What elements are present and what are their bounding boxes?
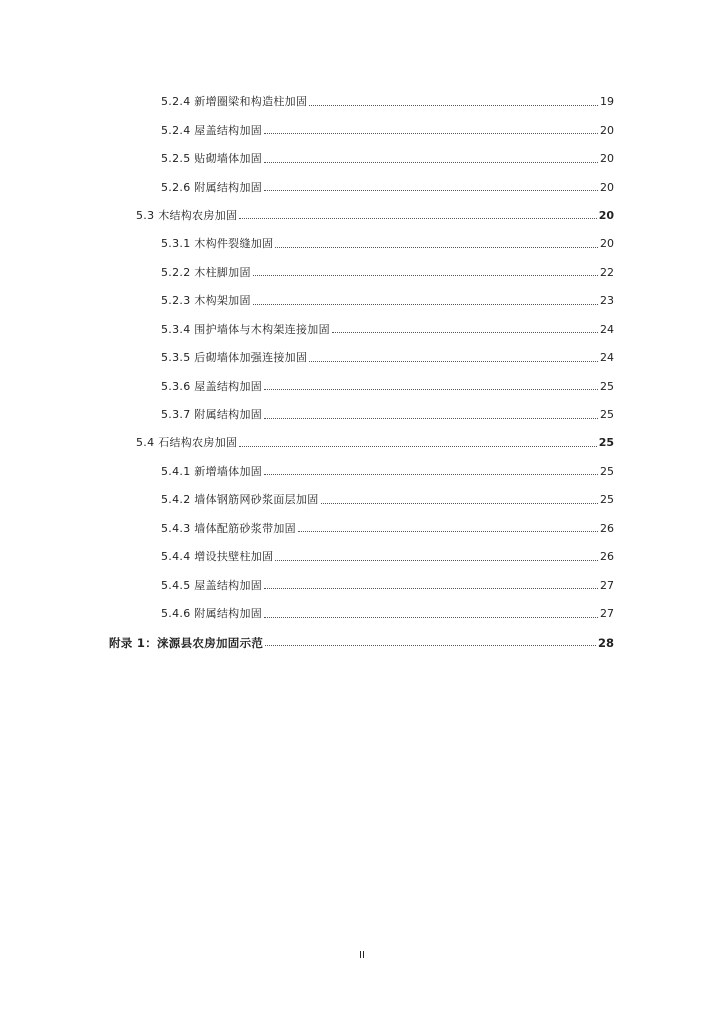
toc-entry[interactable] <box>0 344 614 372</box>
toc-leader-dots <box>264 474 598 475</box>
toc-leader-dots <box>253 304 598 305</box>
toc-entry-page: 25 <box>600 408 614 422</box>
toc-entry-label: 5.2.4 屋盖结构加固 <box>161 123 263 137</box>
toc-appendix-entry[interactable] <box>0 628 614 656</box>
toc-leader-dots <box>309 105 598 106</box>
toc-entry-label: 5.3.7 附属结构加固 <box>161 408 263 422</box>
toc-entry-label: 5.2.4 新增圈梁和构造柱加固 <box>161 95 308 109</box>
toc-entry[interactable] <box>0 173 614 201</box>
toc-leader-dots <box>264 418 598 419</box>
page-number: II <box>359 950 365 961</box>
toc-leader-dots <box>321 503 598 504</box>
toc-entry-page: 20 <box>600 152 614 166</box>
toc-entry-label: 5.2.3 木构架加固 <box>161 294 251 308</box>
toc-section-entry[interactable] <box>0 429 614 457</box>
toc-entry[interactable] <box>0 401 614 429</box>
toc-leader-dots <box>264 389 598 390</box>
toc-entry-page: 25 <box>598 436 614 450</box>
toc-entry-page: 25 <box>600 379 614 393</box>
toc-entry[interactable] <box>0 259 614 287</box>
toc-entry[interactable] <box>0 458 614 486</box>
toc-leader-dots <box>275 247 598 248</box>
toc-entry[interactable] <box>0 116 614 144</box>
toc-entry-label: 5.2.2 木柱脚加固 <box>161 265 251 279</box>
toc-entry[interactable] <box>0 543 614 571</box>
toc-leader-dots <box>275 560 598 561</box>
toc-leader-dots <box>264 617 598 618</box>
toc-entry-label: 5.2.6 附属结构加固 <box>161 180 263 194</box>
toc-entry-label: 5.4.6 附属结构加固 <box>161 607 263 621</box>
toc-entry-page: 27 <box>600 578 614 592</box>
toc-leader-dots <box>264 133 598 134</box>
toc-entry[interactable] <box>0 230 614 258</box>
toc-entry[interactable] <box>0 145 614 173</box>
toc-entry-page: 25 <box>600 493 614 507</box>
toc-entry-label: 5.3.1 木构件裂缝加固 <box>161 237 274 251</box>
toc-entry-label: 5.4.3 墙体配筋砂浆带加固 <box>161 521 296 535</box>
toc-entry[interactable] <box>0 515 614 543</box>
toc-entry[interactable] <box>0 571 614 599</box>
toc-leader-dots <box>239 218 596 219</box>
toc-leader-dots <box>332 332 598 333</box>
toc-entry-label: 5.4.1 新增墙体加固 <box>161 464 263 478</box>
toc-leader-dots <box>253 275 598 276</box>
toc-entry[interactable] <box>0 287 614 315</box>
toc-leader-dots <box>265 645 596 646</box>
toc-entry-page: 19 <box>600 95 614 109</box>
toc-entry-label: 5.3 木结构农房加固 <box>136 208 238 222</box>
toc-entry-page: 27 <box>600 607 614 621</box>
toc-leader-dots <box>309 361 598 362</box>
toc-entry-page: 22 <box>600 265 614 279</box>
toc-entry-label: 5.4.4 增设扶壁柱加固 <box>161 550 274 564</box>
toc-leader-dots <box>264 588 598 589</box>
toc-entry-label: 5.4.5 屋盖结构加固 <box>161 578 263 592</box>
toc-entry-label: 5.3.4 围护墙体与木构架连接加固 <box>161 322 330 336</box>
toc-leader-dots <box>264 190 598 191</box>
toc-leader-dots <box>264 162 598 163</box>
toc-entry-label: 5.3.5 后砌墙体加强连接加固 <box>161 351 308 365</box>
toc-entry-page: 25 <box>600 464 614 478</box>
toc-entry[interactable] <box>0 600 614 628</box>
toc-entry[interactable] <box>0 372 614 400</box>
toc-entry-label: 5.2.5 贴砌墙体加固 <box>161 152 263 166</box>
toc-entry[interactable] <box>0 88 614 116</box>
toc-entry-page: 24 <box>600 322 614 336</box>
toc-entry-label: 5.4.2 墙体钢筋网砂浆面层加固 <box>161 493 319 507</box>
toc-entry[interactable] <box>0 316 614 344</box>
toc-entry-label: 5.3.6 屋盖结构加固 <box>161 379 263 393</box>
toc-leader-dots <box>239 446 596 447</box>
toc-section-entry[interactable] <box>0 202 614 230</box>
toc-entry-page: 26 <box>600 550 614 564</box>
toc-entry-page: 28 <box>597 635 614 650</box>
toc-entry[interactable] <box>0 486 614 514</box>
toc-entry-page: 20 <box>600 123 614 137</box>
toc-entry-page: 20 <box>598 208 614 222</box>
toc-entry-page: 26 <box>600 521 614 535</box>
toc-entry-page: 20 <box>600 237 614 251</box>
toc-entry-label: 附录 1：涞源县农房加固示范 <box>109 635 264 650</box>
toc-entry-page: 24 <box>600 351 614 365</box>
toc-entry-page: 23 <box>600 294 614 308</box>
toc-entry-page: 20 <box>600 180 614 194</box>
table-of-contents <box>0 88 724 657</box>
toc-leader-dots <box>298 531 598 532</box>
toc-entry-label: 5.4 石结构农房加固 <box>136 436 238 450</box>
